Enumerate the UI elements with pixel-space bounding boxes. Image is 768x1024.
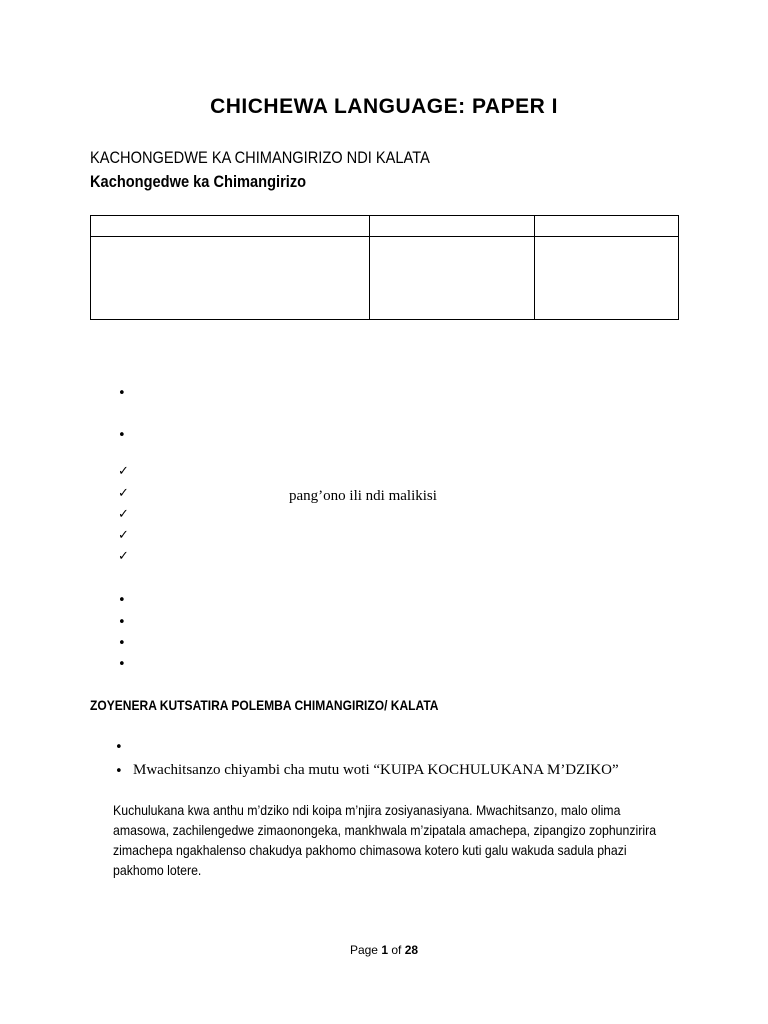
blank-table	[90, 215, 679, 320]
paragraph-line: Kuchulukana kwa anthu m’dziko ndi koipa m’njira zosiyanasiyana. Mwachitsanzo, malo olima	[113, 802, 621, 818]
bullet-icon: •	[118, 636, 126, 651]
table-cell	[91, 216, 370, 237]
example-bullet-text: Mwachitsanzo chiyambi cha mutu woti “KUIPA KOCHULUKANA M’DZIKO”	[133, 762, 619, 778]
table-cell	[370, 237, 535, 320]
checkmark-icon: ✓	[118, 507, 129, 522]
section-subheading: Kachongedwe ka Chimangirizo	[90, 172, 307, 191]
table-cell	[370, 216, 535, 237]
bullet-icon: •	[118, 428, 126, 443]
checkmark-icon: ✓	[118, 486, 129, 501]
bullet-icon: •	[115, 740, 123, 755]
checkmark-icon: ✓	[118, 464, 129, 479]
bullet-icon: •	[118, 615, 126, 630]
checkmark-icon: ✓	[118, 549, 129, 564]
bullet-icon: •	[118, 386, 126, 401]
bullet-icon: •	[118, 593, 126, 608]
page-label: Page	[349, 943, 378, 957]
page-number: 1	[381, 943, 388, 957]
zoyenera-heading: ZOYENERA KUTSATIRA POLEMBA CHIMANGIRIZO/ KALATA	[90, 697, 439, 713]
table-cell	[535, 237, 679, 320]
document-title: CHICHEWA LANGUAGE: PAPER I	[210, 95, 558, 118]
bullet-icon: •	[118, 657, 126, 672]
of-label: of	[391, 943, 402, 957]
table-cell	[91, 237, 370, 320]
section-heading-main: KACHONGEDWE KA CHIMANGIRIZO NDI KALATA	[90, 148, 430, 167]
paragraph-line: pakhomo lotere.	[113, 862, 202, 878]
page-footer	[0, 943, 768, 957]
bullet-icon: •	[115, 764, 123, 779]
body-paragraph	[113, 800, 676, 880]
paragraph-line: zimachepa ngakhalenso chakudya pakhomo chimasowa kotero kuti galu wakuda sadula phazi	[113, 842, 627, 858]
total-pages: 28	[404, 943, 419, 957]
checklist-text: pang’ono ili ndi malikisi	[289, 488, 437, 504]
checkmark-icon: ✓	[118, 528, 129, 543]
paragraph-line: amasowa, zachilengedwe zimaonongeka, mankhwala m’zipatala amachepa, zipangizo zophunzirira	[113, 822, 657, 838]
table-cell	[535, 216, 679, 237]
